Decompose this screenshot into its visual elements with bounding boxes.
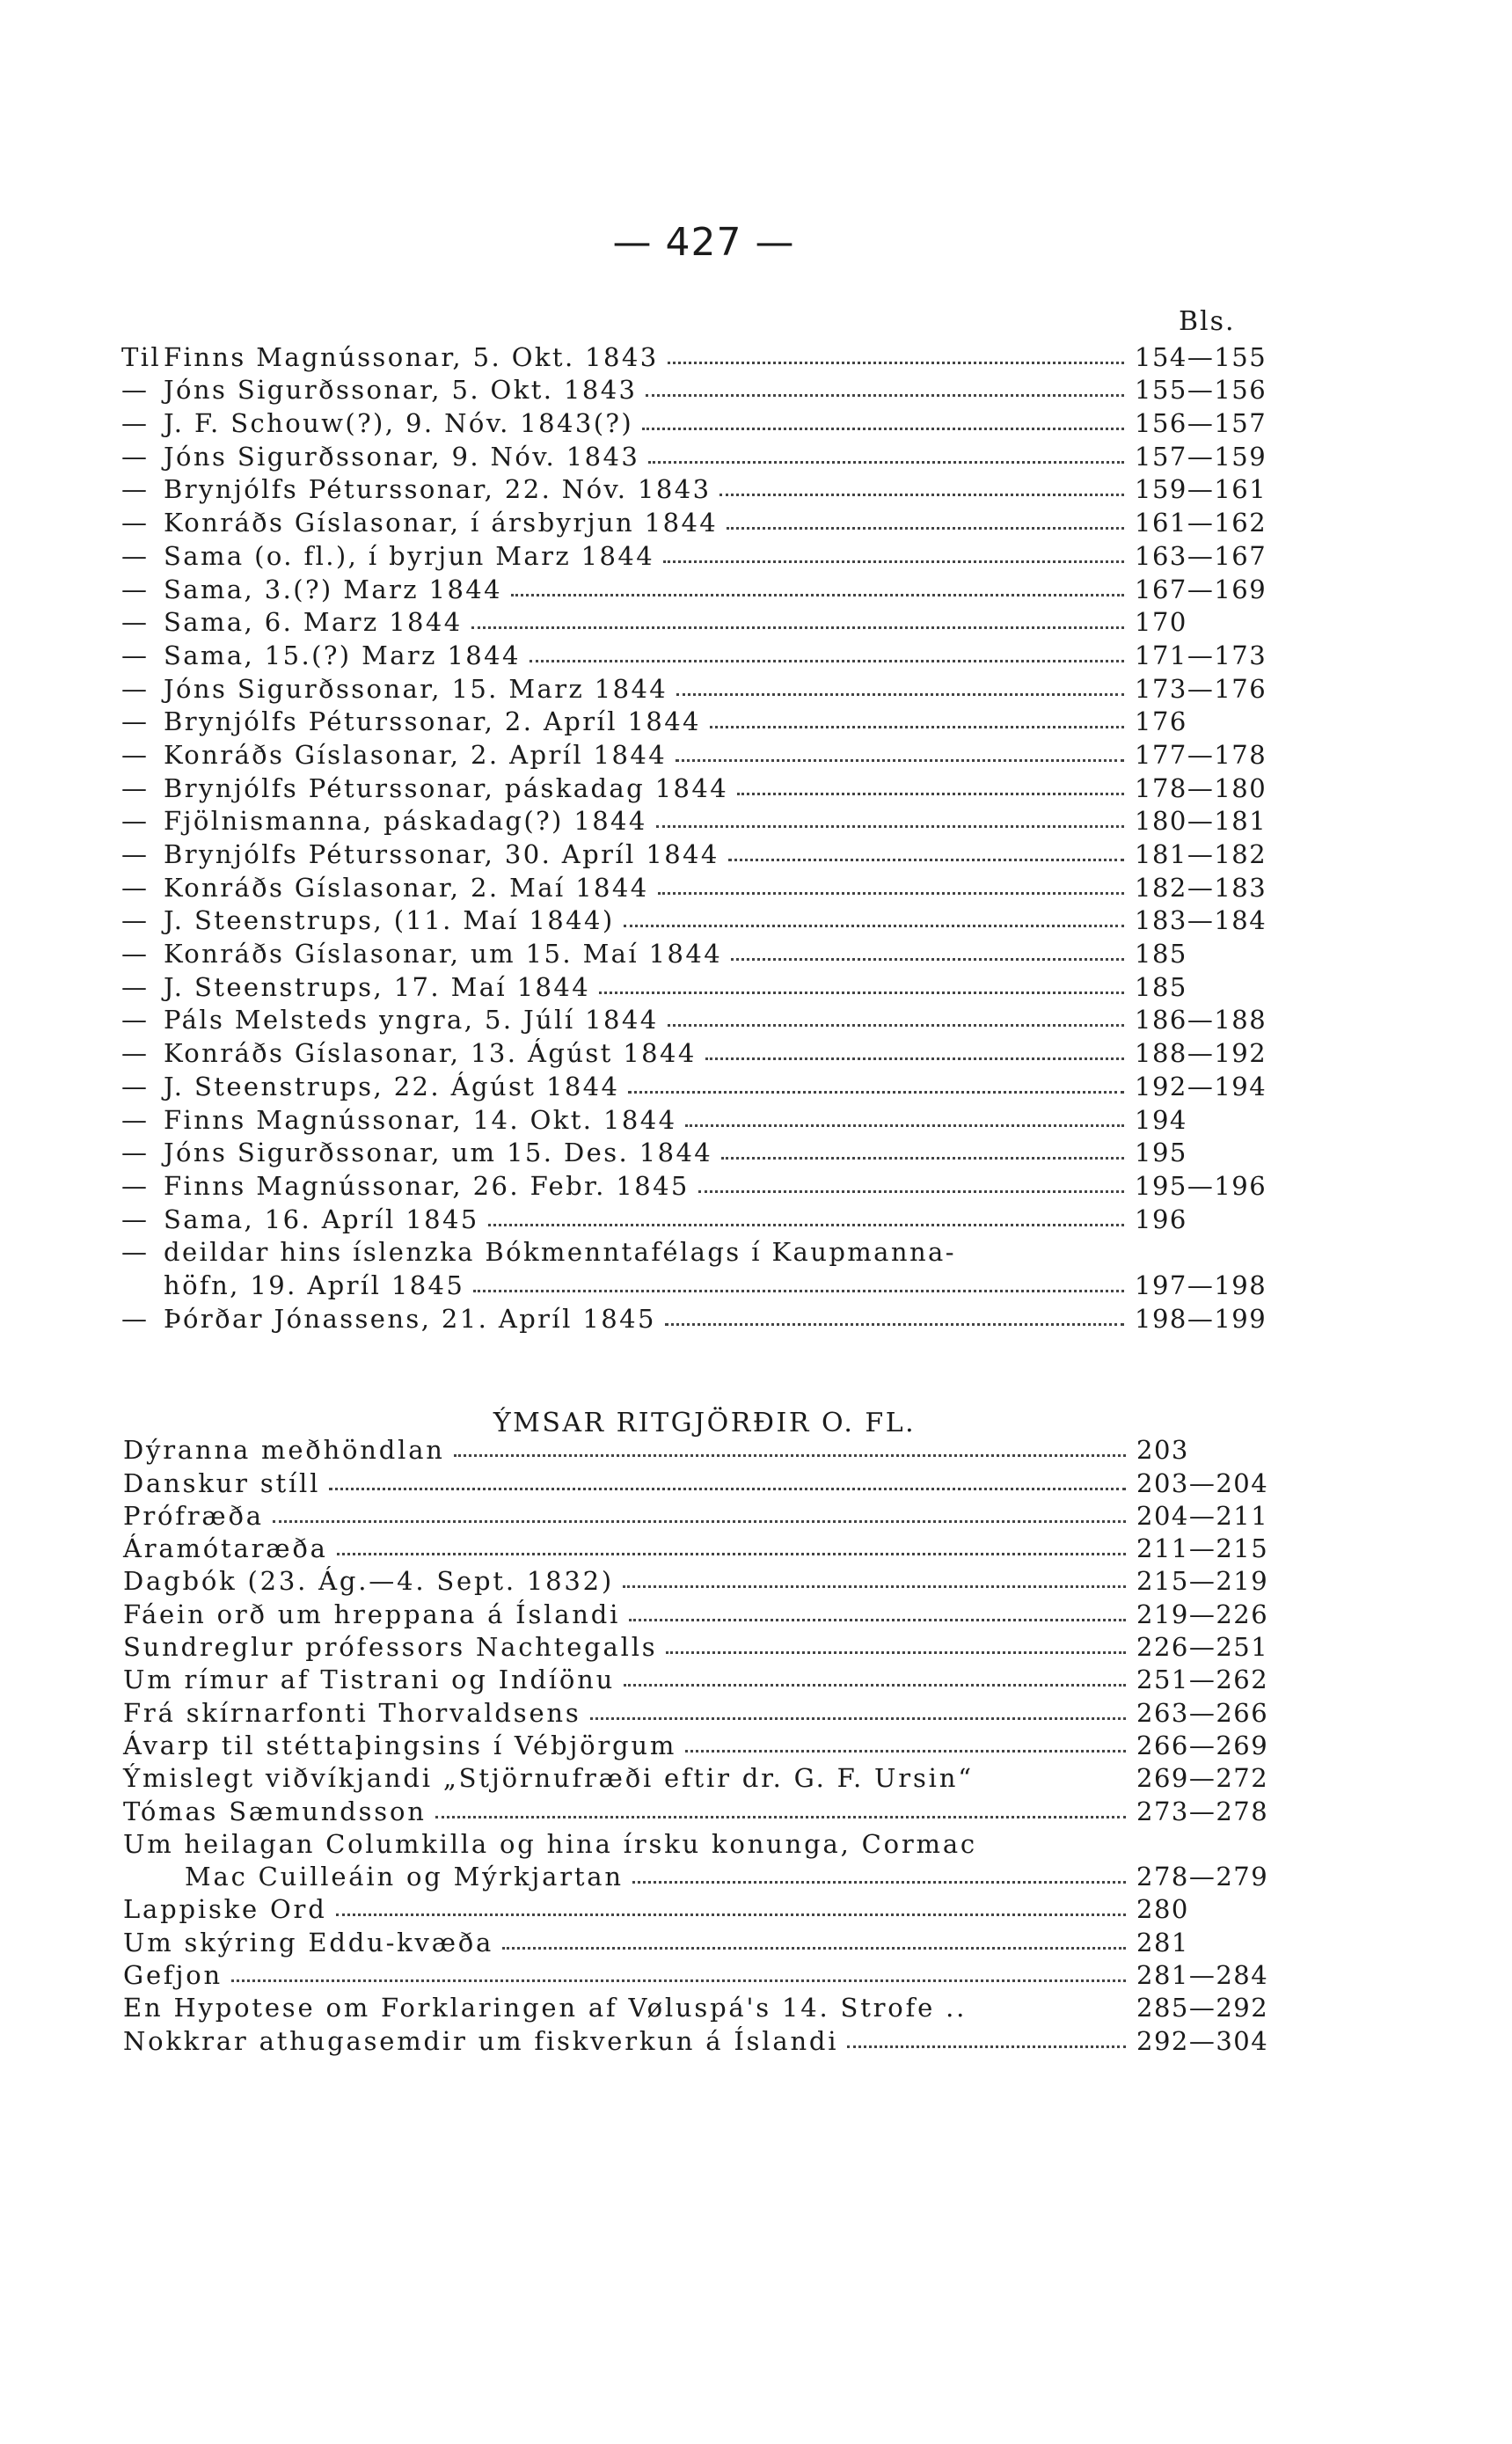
entry-title: Finns Magnússonar, 5. Okt. 1843 [164, 341, 659, 372]
entry-lead: — [121, 1071, 150, 1101]
dot-leader [668, 362, 1124, 364]
entry-title: Finns Magnússonar, 26. Febr. 1845 [164, 1170, 690, 1201]
entry-title: J. Steenstrups, 22. Ágúst 1844 [164, 1071, 620, 1101]
letter-entry [121, 704, 1284, 737]
entry-pages: 161—162 [1135, 508, 1267, 538]
letter-entry [121, 670, 1284, 704]
entry-title: Ávarp til stéttaþingsins í Vébjörgum [123, 1730, 677, 1760]
entry-title: Páls Melsteds yngra, 5. Júlí 1844 [164, 1005, 659, 1035]
dot-leader [632, 1881, 1126, 1884]
essay-entry [123, 1563, 1286, 1596]
letter-entry [121, 438, 1284, 472]
entry-title: Konráðs Gíslasonar, um 15. Maí 1844 [164, 939, 723, 970]
dot-leader [624, 925, 1124, 927]
letter-entry [121, 1234, 1284, 1268]
entry-lead: — [121, 939, 150, 970]
dot-leader [666, 1651, 1126, 1654]
dot-leader [530, 660, 1124, 662]
entry-pages: 196 [1135, 1204, 1187, 1234]
letter-entry [121, 1300, 1284, 1334]
entry-pages: 211—215 [1136, 1533, 1269, 1564]
entry-pages: 197—198 [1135, 1270, 1267, 1300]
letter-entry [121, 339, 1284, 372]
dot-leader [737, 793, 1124, 795]
essay-entry [123, 2023, 1286, 2055]
entry-lead: — [121, 1104, 150, 1135]
letter-entry [121, 1035, 1284, 1068]
dot-leader [329, 1488, 1126, 1490]
entry-pages: 194 [1135, 1104, 1187, 1135]
entry-pages: 180—181 [1135, 806, 1267, 837]
entry-lead: — [121, 971, 150, 1002]
entry-pages: 281 [1136, 1927, 1189, 1957]
entry-title: Nokkrar athugasemdir um fiskverkun á Íslandi [123, 2025, 839, 2056]
entry-lead: — [121, 640, 150, 670]
entry-title: Jóns Sigurðssonar, um 15. Des. 1844 [164, 1138, 713, 1168]
entry-pages: 198—199 [1135, 1303, 1267, 1334]
entry-pages: 281—284 [1136, 1960, 1269, 1991]
entry-pages: 251—262 [1136, 1665, 1269, 1695]
entry-lead: — [121, 1170, 150, 1201]
entry-pages: 280 [1136, 1894, 1189, 1925]
letter-entry [121, 935, 1284, 969]
essay-entry [123, 1465, 1286, 1497]
dot-leader [847, 2045, 1126, 2048]
entry-pages: 154—155 [1135, 341, 1267, 372]
essay-entry [123, 1892, 1286, 1924]
entry-lead: — [121, 1038, 150, 1069]
entry-lead: — [121, 441, 150, 472]
entry-title: Finns Magnússonar, 14. Okt. 1844 [164, 1104, 677, 1135]
dot-leader [648, 461, 1124, 464]
entry-pages: 181—182 [1135, 839, 1267, 869]
entry-title: Brynjólfs Péturssonar, 2. Apríl 1844 [164, 706, 701, 737]
entry-title: Brynjólfs Péturssonar, 30. Apríl 1844 [164, 839, 719, 869]
page-number: — 427 — [612, 220, 795, 265]
letter-entry [121, 637, 1284, 670]
entry-pages: 170 [1135, 607, 1187, 638]
essay-entry [123, 1760, 1286, 1793]
letter-entry [121, 736, 1284, 770]
entry-title: Sama, 6. Marz 1844 [164, 607, 463, 638]
essay-entry [123, 1728, 1286, 1760]
essay-entry [123, 1793, 1286, 1826]
letter-entry [121, 1167, 1284, 1201]
dot-leader [663, 560, 1124, 563]
dot-leader [698, 1190, 1124, 1193]
entry-pages: 183—184 [1135, 905, 1267, 936]
entry-pages: 273—278 [1136, 1796, 1269, 1826]
entry-title: Brynjólfs Péturssonar, páskadag 1844 [164, 772, 729, 803]
entry-lead: — [121, 872, 150, 903]
entry-title: Konráðs Gíslasonar, 2. Maí 1844 [164, 872, 649, 903]
entry-pages: 192—194 [1135, 1071, 1267, 1101]
dot-leader [710, 726, 1124, 728]
pages-column-header: Bls. [1179, 306, 1236, 337]
entry-pages: 219—226 [1136, 1599, 1269, 1629]
entry-pages: 226—251 [1136, 1632, 1269, 1663]
dot-leader [646, 394, 1124, 397]
entry-pages: 215—219 [1136, 1566, 1269, 1597]
letters-list [121, 339, 1284, 1334]
letter-entry [121, 504, 1284, 538]
letter-entry [121, 1002, 1284, 1035]
dot-leader [624, 1684, 1126, 1687]
dot-leader [273, 1520, 1126, 1523]
entry-pages: 185 [1135, 939, 1187, 970]
entry-title: Mac Cuilleáin og Mýrkjartan [185, 1862, 624, 1892]
entry-title: Konráðs Gíslasonar, 2. Apríl 1844 [164, 739, 668, 770]
entry-title: Sama (o. fl.), í byrjun Marz 1844 [164, 540, 655, 571]
letter-entry [121, 836, 1284, 869]
entry-lead: — [121, 839, 150, 869]
entry-title: Prófræða [123, 1500, 264, 1531]
entry-pages: 186—188 [1135, 1005, 1267, 1035]
essay-entry [123, 1531, 1286, 1563]
entry-pages: 171—173 [1135, 640, 1267, 670]
dot-leader [488, 1224, 1124, 1226]
essay-entry [123, 1957, 1286, 1990]
dot-leader [511, 594, 1124, 596]
letter-entry [121, 1135, 1284, 1168]
essay-entry [123, 1924, 1286, 1957]
entry-lead: — [121, 706, 150, 737]
letter-entry [121, 538, 1284, 571]
letter-entry [121, 372, 1284, 406]
letter-entry [121, 969, 1284, 1002]
letter-entry [121, 770, 1284, 803]
entry-pages: 285—292 [1136, 1993, 1269, 2023]
dot-leader [676, 759, 1124, 762]
entry-title: Um heilagan Columkilla og hina írsku konunga, Cormac [123, 1828, 977, 1859]
dot-leader [231, 1979, 1126, 1982]
dot-leader [727, 527, 1124, 530]
entry-title: Jóns Sigurðssonar, 15. Marz 1844 [164, 673, 668, 704]
entry-lead: — [121, 905, 150, 936]
letter-entry [121, 1201, 1284, 1234]
entry-title: Sama, 16. Apríl 1845 [164, 1204, 479, 1234]
dot-leader [658, 892, 1124, 895]
entry-pages: 163—167 [1135, 540, 1267, 571]
dot-leader [473, 1290, 1124, 1292]
dot-leader [685, 1750, 1126, 1753]
dot-leader [471, 626, 1124, 629]
entry-pages: 155—156 [1135, 375, 1267, 406]
entry-lead: — [121, 607, 150, 638]
entry-title: En Hypotese om Forklaringen af Vøluspá's 14. Strofe .. [123, 1993, 968, 2023]
entry-pages: 203 [1136, 1435, 1189, 1466]
entry-title: Sama, 3.(?) Marz 1844 [164, 574, 502, 604]
entry-title: Konráðs Gíslasonar, í ársbyrjun 1844 [164, 508, 719, 538]
dot-leader [336, 1913, 1126, 1916]
entry-pages: 177—178 [1135, 739, 1267, 770]
entry-lead: — [121, 375, 150, 406]
letter-entry [121, 604, 1284, 638]
entry-title: höfn, 19. Apríl 1845 [164, 1270, 465, 1300]
entry-pages: 203—204 [1136, 1467, 1269, 1498]
entry-lead: — [121, 508, 150, 538]
essay-entry [123, 1990, 1286, 2023]
entry-title: Jóns Sigurðssonar, 5. Okt. 1843 [164, 375, 638, 406]
entry-title: Ýmislegt viðvíkjandi „Stjörnufræði eftir dr. G. F. Ursin“ [123, 1763, 974, 1794]
entry-lead: — [121, 739, 150, 770]
entry-lead: — [121, 772, 150, 803]
entry-pages: 263—266 [1136, 1697, 1269, 1728]
entry-title: Áramótaræða [123, 1533, 328, 1564]
dot-leader [719, 494, 1124, 496]
entry-title: Jóns Sigurðssonar, 9. Nóv. 1843 [164, 441, 640, 472]
dot-leader [502, 1947, 1126, 1950]
essay-entry [123, 1859, 1286, 1892]
entry-title: Dýranna meðhöndlan [123, 1435, 445, 1466]
entry-pages: 292—304 [1136, 2025, 1269, 2056]
letter-entry [121, 1267, 1284, 1300]
entry-title: Þórðar Jónassens, 21. Apríl 1845 [164, 1303, 656, 1334]
entry-pages: 195—196 [1135, 1170, 1267, 1201]
essay-entry [123, 1826, 1286, 1859]
entry-pages: 204—211 [1136, 1500, 1269, 1531]
entry-title: Danskur stíll [123, 1467, 321, 1498]
dot-leader [665, 1323, 1124, 1326]
dot-leader [676, 693, 1124, 696]
entry-title: J. Steenstrups, 17. Maí 1844 [164, 971, 591, 1002]
entry-lead: — [121, 1303, 150, 1334]
essay-entry [123, 1596, 1286, 1628]
entry-pages: 185 [1135, 971, 1187, 1002]
entry-lead: — [121, 408, 150, 439]
entry-pages: 159—161 [1135, 474, 1267, 505]
dot-leader [629, 1619, 1126, 1621]
entry-lead: — [121, 673, 150, 704]
essay-entry [123, 1694, 1286, 1727]
dot-leader [668, 1024, 1124, 1027]
letter-entry [121, 903, 1284, 936]
entry-pages: 178—180 [1135, 772, 1267, 803]
entry-pages: 167—169 [1135, 574, 1267, 604]
entry-title: deildar hins íslenzka Bókmenntafélags í Kaupmanna- [164, 1237, 956, 1268]
essay-entry [123, 1498, 1286, 1531]
entry-title: Sama, 15.(?) Marz 1844 [164, 640, 521, 670]
essay-entry [123, 1662, 1286, 1694]
letter-entry [121, 1068, 1284, 1101]
letter-entry [121, 803, 1284, 837]
entry-pages: 176 [1135, 706, 1187, 737]
entry-title: Um skýring Eddu-kvæða [123, 1927, 494, 1957]
letter-entry [121, 1101, 1284, 1135]
entry-lead: — [121, 1237, 150, 1268]
entry-title: Gefjon [123, 1960, 223, 1991]
entry-pages: 182—183 [1135, 872, 1267, 903]
dot-leader [705, 1057, 1124, 1060]
entry-title: Dagbók (23. Ág.—4. Sept. 1832) [123, 1566, 614, 1597]
essays-section-title: ÝMSAR RITGJÖRÐIR O. FL. [493, 1408, 917, 1438]
dot-leader [599, 992, 1124, 994]
dot-leader [454, 1454, 1126, 1457]
letter-entry [121, 571, 1284, 604]
entry-lead: — [121, 1005, 150, 1035]
entry-pages: 156—157 [1135, 408, 1267, 439]
dot-leader [590, 1717, 1126, 1720]
entry-pages: 195 [1135, 1138, 1187, 1168]
dot-leader [628, 1091, 1124, 1094]
entry-lead: — [121, 806, 150, 837]
entry-pages: 157—159 [1135, 441, 1267, 472]
dot-leader [685, 1124, 1124, 1127]
dot-leader [731, 958, 1124, 961]
entry-lead: Til [121, 341, 162, 372]
entry-pages: 269—272 [1136, 1763, 1269, 1794]
entry-lead: — [121, 1138, 150, 1168]
entry-title: J. F. Schouw(?), 9. Nóv. 1843(?) [164, 408, 634, 439]
essay-entry [123, 1629, 1286, 1662]
entry-lead: — [121, 474, 150, 505]
dot-leader [656, 825, 1124, 828]
dot-leader [728, 859, 1124, 861]
entry-title: Konráðs Gíslasonar, 13. Ágúst 1844 [164, 1038, 697, 1069]
entry-pages: 278—279 [1136, 1862, 1269, 1892]
entry-title: Fjölnismanna, páskadag(?) 1844 [164, 806, 647, 837]
entry-pages: 266—269 [1136, 1730, 1269, 1760]
entry-title: Lappiske Ord [123, 1894, 327, 1925]
entry-lead: — [121, 574, 150, 604]
dot-leader [623, 1585, 1126, 1588]
letter-entry [121, 869, 1284, 903]
entry-title: Fáein orð um hreppana á Íslandi [123, 1599, 621, 1629]
entry-title: Sundreglur prófessors Nachtegalls [123, 1632, 658, 1663]
entry-title: Um rímur af Tistrani og Indíönu [123, 1665, 616, 1695]
entry-title: Brynjólfs Péturssonar, 22. Nóv. 1843 [164, 474, 712, 505]
essay-entry [123, 1432, 1286, 1465]
entry-pages: 188—192 [1135, 1038, 1267, 1069]
entry-title: Tómas Sæmundsson [123, 1796, 427, 1826]
letter-entry [121, 472, 1284, 505]
essays-list [123, 1432, 1286, 2056]
dot-leader [721, 1157, 1124, 1160]
letter-entry [121, 405, 1284, 438]
dot-leader [642, 428, 1124, 430]
entry-pages: 173—176 [1135, 673, 1267, 704]
entry-title: Frá skírnarfonti Thorvaldsens [123, 1697, 581, 1728]
dot-leader [435, 1816, 1126, 1818]
entry-lead: — [121, 1204, 150, 1234]
entry-title: J. Steenstrups, (11. Maí 1844) [164, 905, 615, 936]
entry-lead: — [121, 540, 150, 571]
dot-leader [337, 1553, 1126, 1555]
